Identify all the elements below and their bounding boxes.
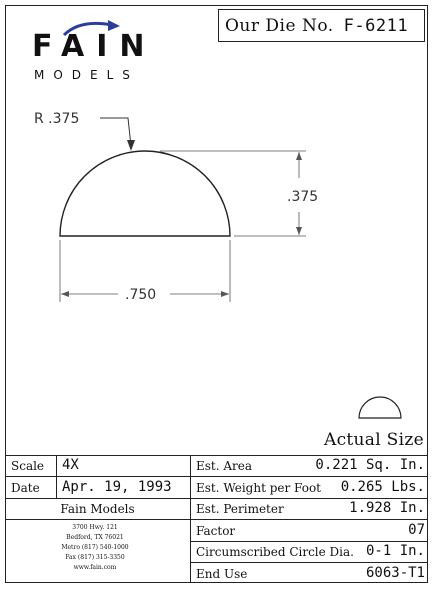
die-number-value: F-6211 bbox=[343, 15, 409, 36]
company-name: Fain Models bbox=[60, 502, 135, 516]
brand-subname: MODELS bbox=[34, 68, 139, 82]
est-area-label: Est. Area bbox=[196, 459, 253, 473]
end-use-value: 6063-T1 bbox=[365, 565, 425, 581]
brand-name: FAIN bbox=[32, 29, 157, 64]
factor-value: 07 bbox=[408, 522, 425, 538]
est-area-value: 0.221 Sq. In. bbox=[315, 457, 425, 473]
height-label: .375 bbox=[287, 189, 319, 205]
factor-label: Factor bbox=[196, 524, 236, 538]
address-fax: Fax (817) 315-3350 bbox=[65, 554, 125, 561]
circle-dia-value: 0-1 In. bbox=[365, 543, 425, 559]
end-use-label: End Use bbox=[196, 567, 248, 581]
scale-value: 4X bbox=[62, 457, 79, 473]
date-value: Apr. 19, 1993 bbox=[62, 479, 172, 495]
address-website: www.fain.com bbox=[73, 564, 117, 571]
circle-dia-label: Circumscribed Circle Dia. bbox=[196, 545, 354, 559]
width-label: .750 bbox=[125, 287, 157, 303]
profile-outline bbox=[60, 151, 230, 236]
est-weight-label: Est. Weight per Foot bbox=[196, 481, 321, 495]
actual-size-profile bbox=[359, 397, 401, 418]
address-phone: Metro (817) 540-1000 bbox=[61, 544, 129, 551]
die-number-label: Our Die No. bbox=[225, 15, 334, 36]
est-perimeter-value: 1.928 In. bbox=[349, 500, 425, 516]
radius-label: R .375 bbox=[34, 111, 80, 127]
company-address bbox=[40, 523, 150, 573]
est-weight-value: 0.265 Lbs. bbox=[340, 479, 425, 495]
address-line: Bedford, TX 76021 bbox=[66, 534, 124, 541]
actual-size-label: Actual Size bbox=[324, 430, 424, 450]
radius-leader bbox=[100, 118, 131, 146]
est-perimeter-label: Est. Perimeter bbox=[196, 502, 284, 516]
scale-label: Scale bbox=[11, 459, 45, 473]
date-label: Date bbox=[11, 481, 40, 495]
address-line: 3700 Hwy. 121 bbox=[72, 524, 118, 531]
